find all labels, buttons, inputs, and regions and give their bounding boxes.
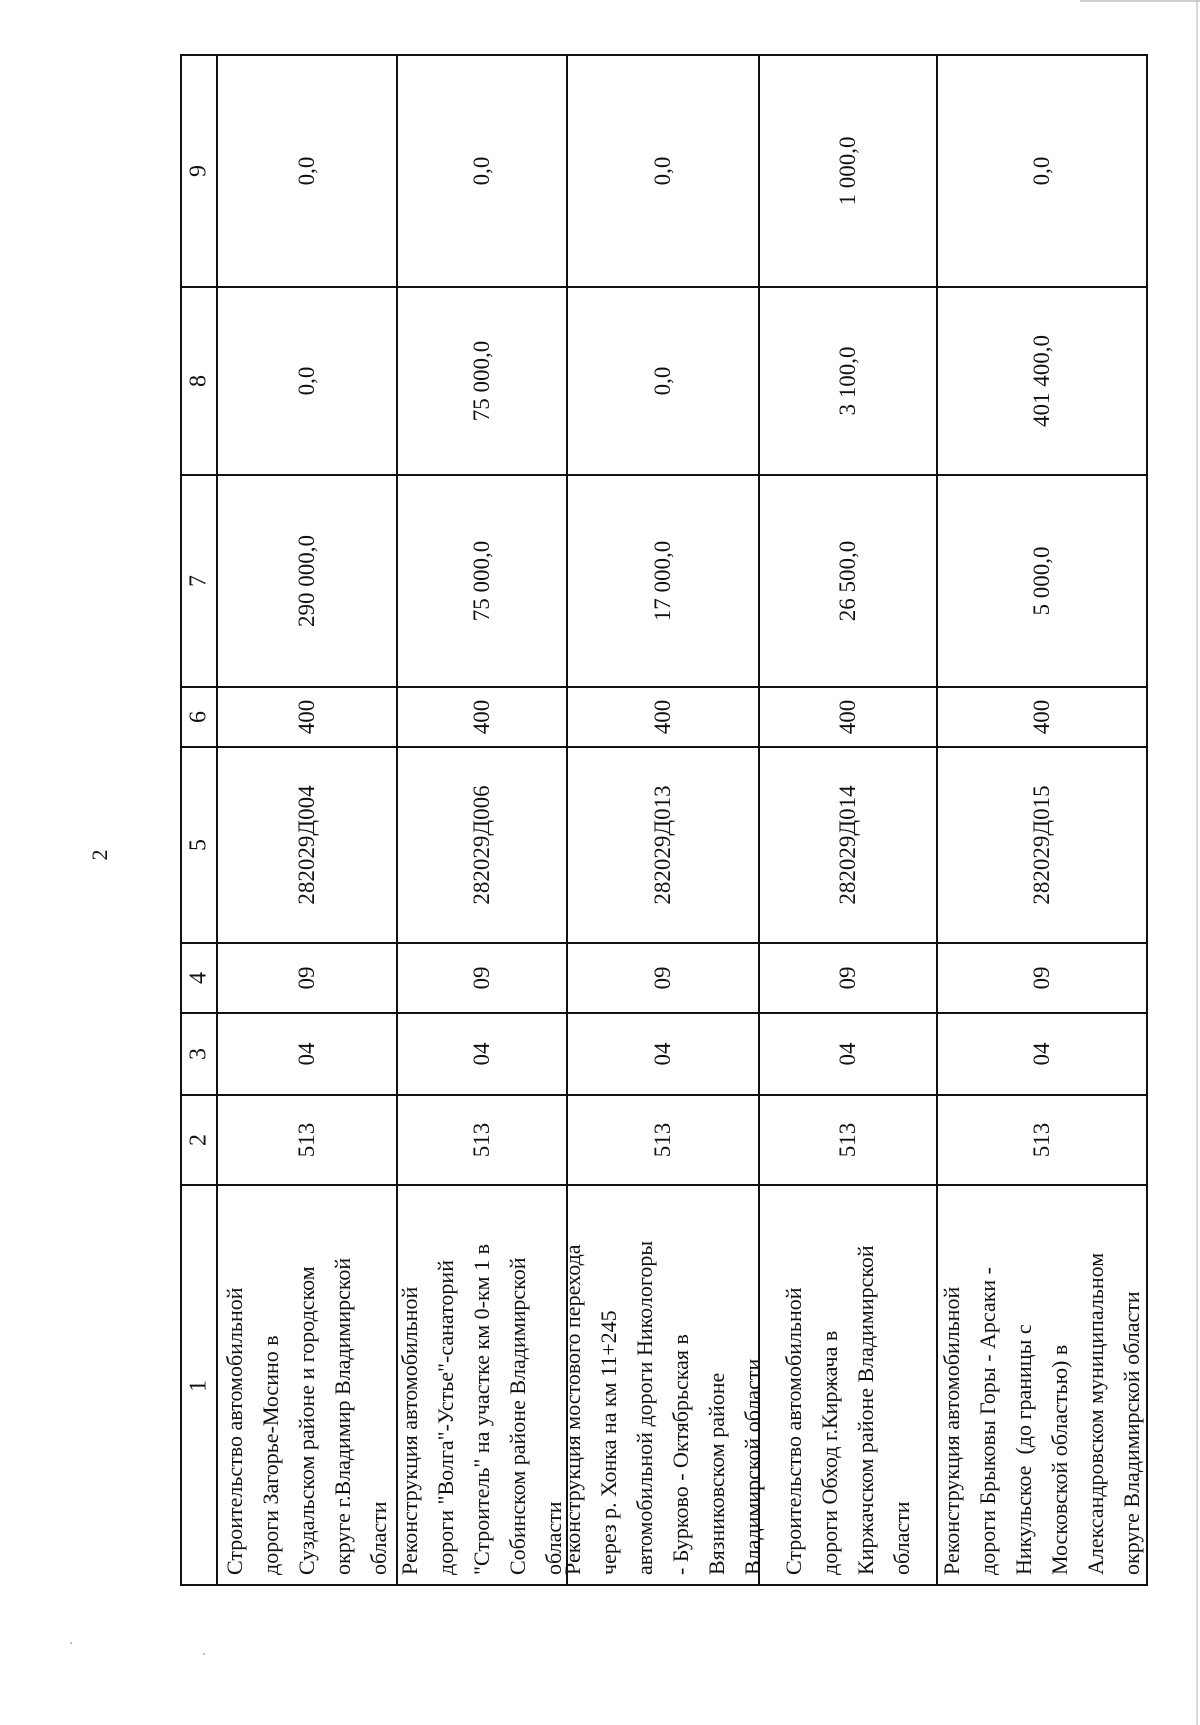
object-name [217,1197,397,1575]
table-row-name-cell [216,1184,396,1586]
cell-value-c7: 5 000,0 [1029,546,1054,616]
object-name [776,1197,920,1575]
cell-value-c6: 400 [835,699,860,735]
table-row-value-cell [216,54,396,286]
table-row-value-cell [936,54,1146,286]
cell-value-c6: 400 [294,699,319,735]
cell-value-c3: 04 [1029,1042,1054,1066]
table-row-value-cell [566,1012,758,1094]
table-row-value-cell [216,746,396,942]
cell-value-c5: 282029Д013 [650,785,675,905]
cell-value-c4: 09 [650,966,675,990]
table-row-value-cell [396,1094,566,1184]
table-row-value-cell [758,686,936,746]
cell-value-c7: 75 000,0 [469,540,494,622]
table-row-value-cell [758,286,936,474]
cell-value-c9: 0,0 [294,156,319,186]
budget-table [180,54,1148,1586]
table-row-value-cell [566,686,758,746]
page-edge [1196,0,1198,1725]
object-name-line: Реконструкция автомобильной [397,1286,422,1575]
table-row-value-cell [566,54,758,286]
object-name-line: через р. Хонка на км 11+245 [596,1310,621,1575]
table-row-value-cell [566,474,758,686]
table-row-value-cell [396,942,566,1012]
cell-value-c7: 290 000,0 [294,535,319,627]
table-row-value-cell [758,1094,936,1184]
table-row-name-cell [936,1184,1146,1586]
object-name [392,1197,572,1575]
cell-value-c5: 282029Д015 [1029,785,1054,905]
table-row-value-cell [216,942,396,1012]
header-cell [180,54,216,286]
table-row-value-cell [216,1012,396,1094]
cell-value-c8: 401 400,0 [1029,335,1054,427]
table-row-name-cell [560,1184,765,1586]
table-row-value-cell [936,942,1146,1012]
cell-value-c7: 17 000,0 [650,540,675,622]
cell-value-c7: 26 500,0 [835,540,860,622]
header-label: 8 [185,375,212,387]
cell-value-c2: 513 [294,1122,319,1158]
object-name-line: Строительство автомобильной [781,1287,806,1575]
object-name-line: округе г.Владимир Владимирской [330,1257,355,1575]
cell-value-c9: 0,0 [469,156,494,186]
object-name-line: Киржачском районе Владимирской [853,1245,878,1575]
cell-value-c8: 3 100,0 [835,346,860,416]
cell-value-c5: 282029Д014 [835,785,860,905]
table-row-value-cell [566,1094,758,1184]
object-name-line: Александровском муниципальном [1083,1252,1108,1575]
header-label: 5 [185,839,212,851]
object-name-line: дороги "Волга"-Устье"-санаторий [433,1260,458,1575]
cell-value-c2: 513 [835,1122,860,1158]
cell-value-c4: 09 [469,966,494,990]
object-name-line: автомобильной дороги Никологоры [632,1240,657,1575]
table-row-value-cell [216,686,396,746]
scan-speck [203,1653,205,1655]
header-cell [180,686,216,746]
header-label: 4 [185,972,212,984]
cell-value-c3: 04 [835,1042,860,1066]
table-row-value-cell [936,1012,1146,1094]
cell-value-c6: 400 [469,699,494,735]
object-name-line: дороги Загорье-Мосино в [258,1335,283,1575]
scan-speck [70,1642,72,1644]
cell-value-c2: 513 [469,1122,494,1158]
object-name-line: области [541,1501,566,1575]
cell-value-c9: 1 000,0 [835,136,860,206]
object-name [934,1197,1150,1575]
table-row-value-cell [936,746,1146,942]
object-name-line: дороги Брыковы Горы - Арсаки - [975,1266,1000,1575]
table-row-value-cell [936,474,1146,686]
header-label: 6 [185,711,212,723]
cell-value-c4: 09 [294,966,319,990]
object-name-line: "Строитель" на участке км 0-км 1 в [469,1244,494,1575]
cell-value-c9: 0,0 [1029,156,1054,186]
cell-value-c3: 04 [469,1042,494,1066]
header-label: 2 [185,1134,212,1146]
table-row-value-cell [396,746,566,942]
table-row-value-cell [758,746,936,942]
table-row-value-cell [758,474,936,686]
table-row-value-cell [758,1012,936,1094]
header-cell [180,942,216,1012]
table-row-value-cell [936,286,1146,474]
object-name-line: Владимирской области [740,1358,765,1575]
object-name-line: области [366,1501,391,1575]
header-label: 7 [185,575,212,587]
cell-value-c8: 0,0 [650,366,675,396]
header-label: 3 [185,1048,212,1060]
object-name-line: Суздальском районе и городском [294,1266,319,1575]
cell-value-c8: 0,0 [294,366,319,396]
table-row-value-cell [396,1012,566,1094]
cell-value-c6: 400 [650,699,675,735]
object-name-line: - Бурково - Октябрьская в [668,1334,693,1575]
object-name-line: области [889,1501,914,1575]
table-row-value-cell [566,746,758,942]
object-name-line: Московской областью) в [1047,1344,1072,1575]
table-row-value-cell [216,474,396,686]
page-edge-top [1080,0,1200,2]
table-row-value-cell [216,1094,396,1184]
object-name-line: Реконструкция автомобильной [939,1286,964,1575]
object-name-line: Собинском районе Владимирской [505,1257,530,1575]
header-label: 9 [185,165,212,177]
cell-value-c3: 04 [650,1042,675,1066]
table-row-value-cell [216,286,396,474]
table-row-value-cell [758,942,936,1012]
object-name-line: Вязниковском районе [704,1372,729,1575]
object-name-line: Строительство автомобильной [222,1287,247,1575]
header-cell [180,1184,216,1586]
cell-value-c5: 282029Д006 [469,785,494,905]
cell-value-c4: 09 [835,966,860,990]
table-row-value-cell [936,1094,1146,1184]
cell-value-c2: 513 [1029,1122,1054,1158]
object-name-line: Никульское (до границы с [1011,1324,1036,1575]
table-row-value-cell [396,686,566,746]
table-row-value-cell [396,286,566,474]
cell-value-c3: 04 [294,1042,319,1066]
object-name-line: Реконструкция мостового перехода [560,1244,585,1575]
header-cell [180,286,216,474]
header-cell [180,1094,216,1184]
cell-value-c6: 400 [1029,699,1054,735]
cell-value-c2: 513 [650,1122,675,1158]
object-name-line: округе Владимирской области [1119,1291,1144,1575]
cell-value-c5: 282029Д004 [294,785,319,905]
header-cell [180,746,216,942]
object-name-line: дороги Обход г.Киржача в [817,1330,842,1575]
table-row-name-cell [758,1184,936,1586]
object-name [555,1197,771,1575]
table-row-value-cell [566,286,758,474]
table-row-value-cell [566,942,758,1012]
page-number: 2 [87,849,112,861]
cell-value-c4: 09 [1029,966,1054,990]
table-row-value-cell [758,54,936,286]
header-cell [180,474,216,686]
table-row-value-cell [936,686,1146,746]
table-row-value-cell [396,474,566,686]
header-label: 1 [185,1380,212,1392]
cell-value-c9: 0,0 [650,156,675,186]
cell-value-c8: 75 000,0 [469,340,494,422]
table-row-name-cell [396,1184,566,1586]
table-row-value-cell [396,54,566,286]
header-cell [180,1012,216,1094]
